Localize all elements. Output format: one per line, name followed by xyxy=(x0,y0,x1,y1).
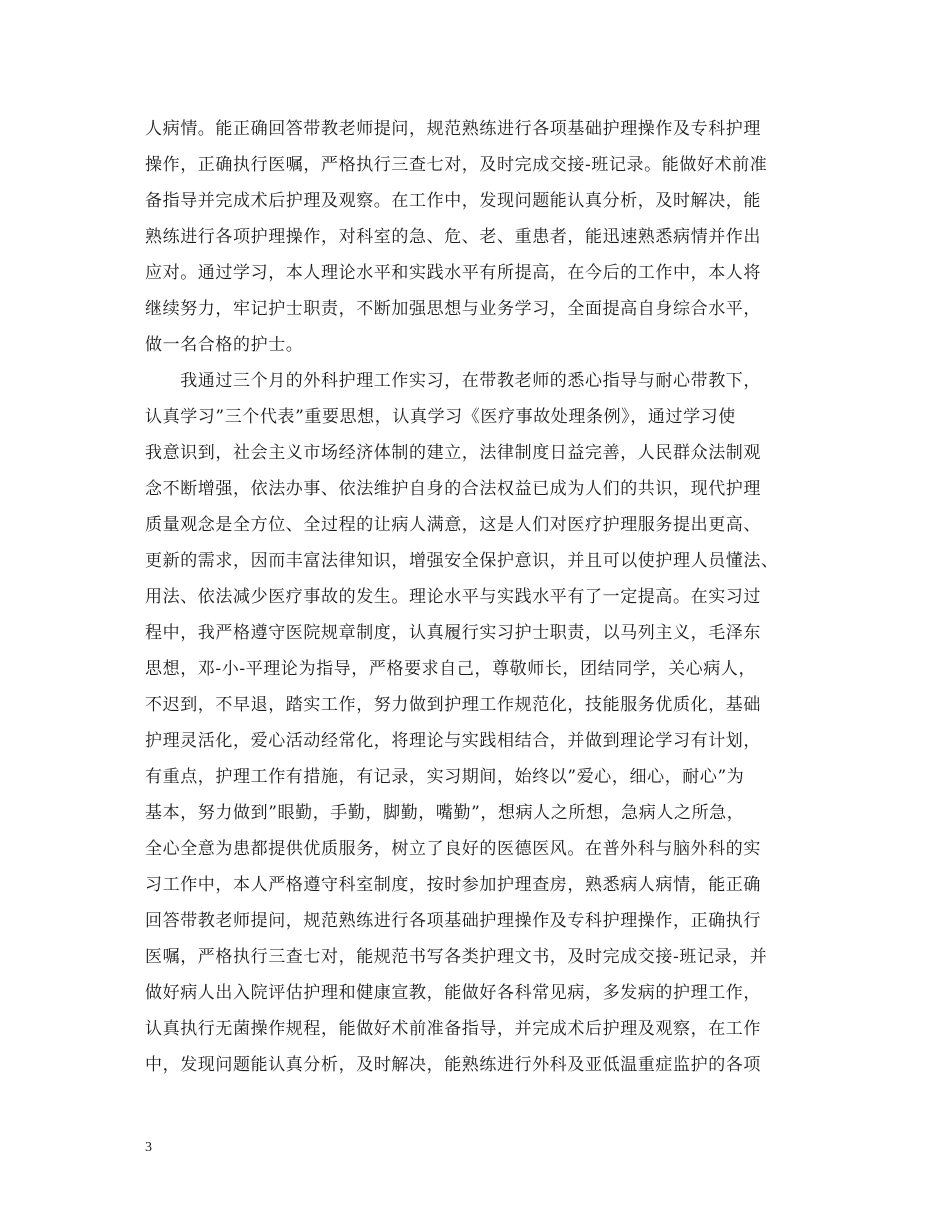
text-line: 操作，正确执行医嘱，严格执行三查七对，及时完成交接-班记录。能做好术前准 xyxy=(145,155,768,175)
text-line: 有重点，护理工作有措施，有记录，实习期间，始终以”爱心，细心，耐心”为 xyxy=(145,767,745,787)
text-line: 做一名合格的护士。 xyxy=(145,335,304,355)
text-line: 全心全意为患都提供优质服务，树立了良好的医德医风。在普外科与脑外科的实 xyxy=(145,839,761,859)
paragraph-start-line: 我通过三个月的外科护理工作实习，在带教老师的悉心指导与耐心带教下， xyxy=(145,371,761,391)
text-line: 备指导并完成术后护理及观察。在工作中，发现问题能认真分析，及时解决，能 xyxy=(145,191,761,211)
text-line: 用法、依法减少医疗事故的发生。理论水平与实践水平有了一定提高。在实习过 xyxy=(145,587,761,607)
text-line: 中，发现问题能认真分析，及时解决，能熟练进行外科及亚低温重症监护的各项 xyxy=(145,1055,761,1075)
text-line: 回答带教老师提问，规范熟练进行各项基础护理操作及专科护理操作，正确执行 xyxy=(145,911,761,931)
text-line: 我意识到，社会主义市场经济体制的建立，法律制度日益完善，人民群众法制观 xyxy=(145,443,761,463)
text-line: 习工作中，本人严格遵守科室制度，按时参加护理查房，熟悉病人病情，能正确 xyxy=(145,875,761,895)
text-line: 更新的需求，因而丰富法律知识，增强安全保护意识，并且可以使护理人员懂法、 xyxy=(145,551,779,571)
text-line: 程中，我严格遵守医院规章制度，认真履行实习护士职责，以马列主义，毛泽东 xyxy=(145,623,761,643)
text-line: 护理灵活化，爱心活动经常化，将理论与实践相结合，并做到理论学习有计划， xyxy=(145,731,761,751)
text-line: 质量观念是全方位、全过程的让病人满意，这是人们对医疗护理服务提出更高、 xyxy=(145,515,761,535)
text-line: 思想，邓-小-平理论为指导，严格要求自己，尊敬师长，团结同学，关心病人， xyxy=(145,659,757,679)
text-line: 认真学习”三个代表”重要思想，认真学习《医疗事故处理条例》，通过学习使 xyxy=(145,407,736,427)
text-line: 认真执行无菌操作规程，能做好术前准备指导，并完成术后护理及观察，在工作 xyxy=(145,1019,761,1039)
text-line: 继续努力，牢记护士职责，不断加强思想与业务学习，全面提高自身综合水平， xyxy=(145,299,761,319)
text-line: 基本，努力做到”眼勤，手勤，脚勤，嘴勤”，想病人之所想，急病人之所急， xyxy=(145,803,745,823)
text-line: 不迟到，不早退，踏实工作，努力做到护理工作规范化，技能服务优质化，基础 xyxy=(145,695,761,715)
page-number: 3 xyxy=(145,1140,152,1155)
text-line: 念不断增强，依法办事、依法维护自身的合法权益已成为人们的共识，现代护理 xyxy=(145,479,761,499)
text-line: 人病情。能正确回答带教老师提问，规范熟练进行各项基础护理操作及专科护理 xyxy=(145,119,761,139)
text-line: 应对。通过学习，本人理论水平和实践水平有所提高，在今后的工作中，本人将 xyxy=(145,263,761,283)
text-line: 熟练进行各项护理操作，对科室的急、危、老、重患者，能迅速熟悉病情并作出 xyxy=(145,227,761,247)
text-line: 医嘱，严格执行三查七对，能规范书写各类护理文书，及时完成交接-班记录，并 xyxy=(145,947,768,967)
text-line: 做好病人出入院评估护理和健康宣教，能做好各科常见病，多发病的护理工作， xyxy=(145,983,761,1003)
